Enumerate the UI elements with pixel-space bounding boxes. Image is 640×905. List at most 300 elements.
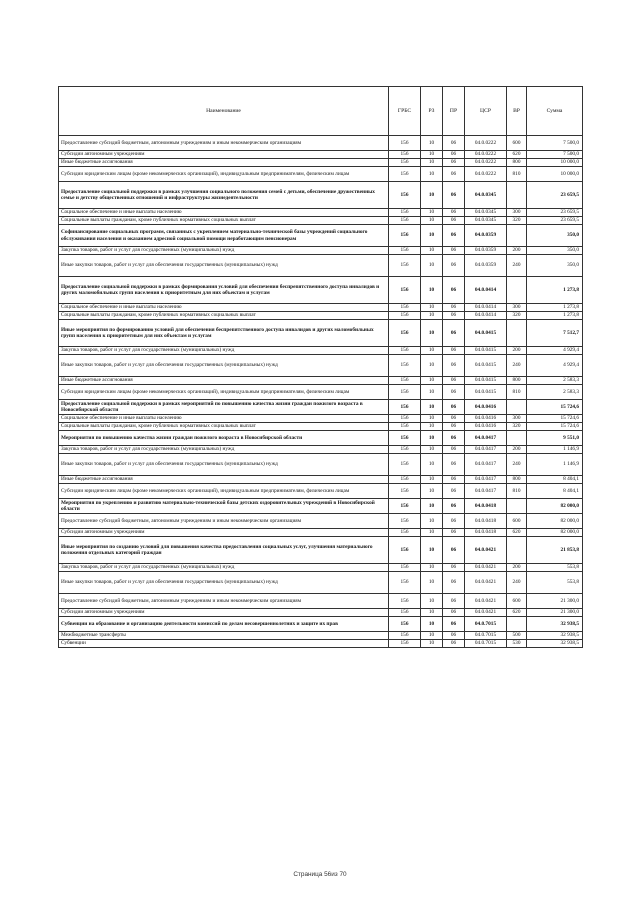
cell-grbs: 156 bbox=[389, 255, 421, 277]
cell-name: Закупка товаров, работ и услуг для государственных (муниципальных) нужд bbox=[59, 564, 389, 572]
cell-sum: 15 724,6 bbox=[527, 423, 583, 431]
cell-csr: 04.0.0359 bbox=[465, 225, 507, 247]
cell-rz: 10 bbox=[421, 415, 443, 423]
table-row bbox=[59, 537, 583, 564]
table-row bbox=[59, 446, 583, 454]
cell-name: Предоставление субсидий бюджетным, автономным учреждениям и иным некоммерческим организациям bbox=[59, 514, 389, 529]
table-row bbox=[59, 312, 583, 320]
table-row bbox=[59, 209, 583, 217]
cell-grbs: 156 bbox=[389, 385, 421, 400]
cell-rz: 10 bbox=[421, 514, 443, 529]
header-rz: РЗ bbox=[421, 87, 443, 136]
cell-sum: 2 583,3 bbox=[527, 377, 583, 385]
cell-sum: 1 273,8 bbox=[527, 277, 583, 304]
cell-pr: 06 bbox=[443, 209, 465, 217]
table-row bbox=[59, 499, 583, 514]
cell-rz: 10 bbox=[421, 609, 443, 617]
cell-rz: 10 bbox=[421, 454, 443, 476]
cell-vr: 620 bbox=[507, 151, 527, 159]
cell-pr: 06 bbox=[443, 312, 465, 320]
cell-csr: 04.0.0417 bbox=[465, 431, 507, 446]
table-row bbox=[59, 431, 583, 446]
cell-sum: 4 929,4 bbox=[527, 347, 583, 355]
cell-csr: 04.0.0421 bbox=[465, 572, 507, 594]
cell-rz: 10 bbox=[421, 617, 443, 632]
cell-vr: 300 bbox=[507, 209, 527, 217]
cell-csr: 04.0.0421 bbox=[465, 609, 507, 617]
cell-name: Иные закупки товаров, работ и услуг для обеспечения государственных (муниципальных) нужд bbox=[59, 454, 389, 476]
cell-grbs: 156 bbox=[389, 400, 421, 415]
cell-sum: 32 938,5 bbox=[527, 640, 583, 648]
cell-csr: 04.0.0416 bbox=[465, 415, 507, 423]
cell-grbs: 156 bbox=[389, 304, 421, 312]
cell-vr: 810 bbox=[507, 385, 527, 400]
cell-rz: 10 bbox=[421, 385, 443, 400]
cell-pr: 06 bbox=[443, 247, 465, 255]
table-row bbox=[59, 377, 583, 385]
cell-name: Иные закупки товаров, работ и услуг для обеспечения государственных (муниципальных) нужд bbox=[59, 355, 389, 377]
cell-csr: 04.0.0421 bbox=[465, 564, 507, 572]
cell-pr: 06 bbox=[443, 446, 465, 454]
cell-rz: 10 bbox=[421, 355, 443, 377]
cell-grbs: 156 bbox=[389, 514, 421, 529]
cell-csr: 04.0.0415 bbox=[465, 347, 507, 355]
cell-vr bbox=[507, 499, 527, 514]
cell-grbs: 156 bbox=[389, 347, 421, 355]
cell-vr: 200 bbox=[507, 347, 527, 355]
cell-sum: 1 146,9 bbox=[527, 446, 583, 454]
cell-vr: 240 bbox=[507, 255, 527, 277]
cell-name: Предоставление субсидий бюджетным, автономным учреждениям и иным некоммерческим организациям bbox=[59, 136, 389, 151]
cell-csr: 04.0.0416 bbox=[465, 400, 507, 415]
cell-csr: 04.0.0417 bbox=[465, 484, 507, 499]
table-row bbox=[59, 572, 583, 594]
header-pr: ПР bbox=[443, 87, 465, 136]
cell-pr: 06 bbox=[443, 431, 465, 446]
cell-rz: 10 bbox=[421, 347, 443, 355]
table-row bbox=[59, 640, 583, 648]
cell-name: Иные бюджетные ассигнования bbox=[59, 377, 389, 385]
cell-vr: 200 bbox=[507, 247, 527, 255]
table-row bbox=[59, 454, 583, 476]
cell-pr: 06 bbox=[443, 529, 465, 537]
cell-pr: 06 bbox=[443, 617, 465, 632]
table-row bbox=[59, 277, 583, 304]
cell-csr: 04.0.0414 bbox=[465, 312, 507, 320]
cell-grbs: 156 bbox=[389, 167, 421, 182]
cell-vr: 320 bbox=[507, 423, 527, 431]
cell-pr: 06 bbox=[443, 415, 465, 423]
table-header-row bbox=[59, 87, 583, 136]
cell-sum: 32 938,5 bbox=[527, 617, 583, 632]
cell-name: Закупка товаров, работ и услуг для государственных (муниципальных) нужд bbox=[59, 446, 389, 454]
cell-sum: 553,8 bbox=[527, 572, 583, 594]
cell-name: Иные мероприятия по созданию условий для повышения качества предоставления социальных услуг, улучшения материального положения отдельных категорий граждан bbox=[59, 537, 389, 564]
cell-pr: 06 bbox=[443, 400, 465, 415]
cell-rz: 10 bbox=[421, 377, 443, 385]
cell-name: Социальные выплаты гражданам, кроме публичных нормативных социальных выплат bbox=[59, 423, 389, 431]
cell-pr: 06 bbox=[443, 320, 465, 347]
cell-csr: 04.0.0414 bbox=[465, 304, 507, 312]
cell-grbs: 156 bbox=[389, 572, 421, 594]
cell-rz: 10 bbox=[421, 320, 443, 347]
table-row bbox=[59, 355, 583, 377]
table-row bbox=[59, 347, 583, 355]
cell-rz: 10 bbox=[421, 217, 443, 225]
table-row bbox=[59, 476, 583, 484]
cell-sum: 82 000,0 bbox=[527, 529, 583, 537]
cell-vr: 240 bbox=[507, 454, 527, 476]
cell-rz: 10 bbox=[421, 564, 443, 572]
cell-name: Социальное обеспечение и иные выплаты населению bbox=[59, 304, 389, 312]
cell-vr bbox=[507, 431, 527, 446]
cell-name: Иные бюджетные ассигнования bbox=[59, 476, 389, 484]
cell-rz: 10 bbox=[421, 312, 443, 320]
cell-pr: 06 bbox=[443, 572, 465, 594]
cell-vr: 600 bbox=[507, 514, 527, 529]
cell-pr: 06 bbox=[443, 564, 465, 572]
cell-pr: 06 bbox=[443, 182, 465, 209]
cell-grbs: 156 bbox=[389, 355, 421, 377]
cell-name: Субсидии юридическим лицам (кроме некоммерческих организаций), индивидуальным предпринимателям, физическим лицам bbox=[59, 385, 389, 400]
cell-name: Предоставление субсидий бюджетным, автономным учреждениям и иным некоммерческим организациям bbox=[59, 594, 389, 609]
cell-sum: 8 404,1 bbox=[527, 476, 583, 484]
cell-csr: 04.0.0421 bbox=[465, 537, 507, 564]
cell-pr: 06 bbox=[443, 304, 465, 312]
cell-sum: 15 724,6 bbox=[527, 415, 583, 423]
table-row bbox=[59, 136, 583, 151]
cell-pr: 06 bbox=[443, 514, 465, 529]
cell-pr: 06 bbox=[443, 167, 465, 182]
cell-pr: 06 bbox=[443, 159, 465, 167]
cell-name: Субсидии автономным учреждениям bbox=[59, 529, 389, 537]
cell-grbs: 156 bbox=[389, 247, 421, 255]
cell-vr bbox=[507, 320, 527, 347]
budget-table-container bbox=[58, 86, 582, 648]
cell-csr: 04.0.0222 bbox=[465, 136, 507, 151]
cell-csr: 04.0.0359 bbox=[465, 255, 507, 277]
cell-csr: 04.0.0415 bbox=[465, 385, 507, 400]
cell-csr: 04.0.0416 bbox=[465, 423, 507, 431]
cell-name: Закупка товаров, работ и услуг для государственных (муниципальных) нужд bbox=[59, 247, 389, 255]
table-row bbox=[59, 225, 583, 247]
cell-rz: 10 bbox=[421, 400, 443, 415]
table-row bbox=[59, 415, 583, 423]
cell-pr: 06 bbox=[443, 225, 465, 247]
cell-csr: 04.0.0415 bbox=[465, 320, 507, 347]
cell-pr: 06 bbox=[443, 632, 465, 640]
cell-grbs: 156 bbox=[389, 182, 421, 209]
cell-pr: 06 bbox=[443, 454, 465, 476]
cell-name: Иные закупки товаров, работ и услуг для обеспечения государственных (муниципальных) нужд bbox=[59, 255, 389, 277]
table-row bbox=[59, 385, 583, 400]
cell-sum: 23 659,5 bbox=[527, 182, 583, 209]
cell-csr: 04.0.7015 bbox=[465, 640, 507, 648]
cell-vr bbox=[507, 277, 527, 304]
cell-grbs: 156 bbox=[389, 640, 421, 648]
cell-csr: 04.0.0222 bbox=[465, 151, 507, 159]
cell-pr: 06 bbox=[443, 423, 465, 431]
cell-grbs: 156 bbox=[389, 499, 421, 514]
header-grbs: ГРБС bbox=[389, 87, 421, 136]
cell-name: Предоставление социальной поддержки в рамках мероприятий по повышению качества жизни граждан пожилого возраста в Новосибирской области bbox=[59, 400, 389, 415]
cell-csr: 04.0.0415 bbox=[465, 355, 507, 377]
cell-csr: 04.0.0345 bbox=[465, 209, 507, 217]
header-name: Наименование bbox=[59, 87, 389, 136]
cell-pr: 06 bbox=[443, 609, 465, 617]
header-csr: ЦСР bbox=[465, 87, 507, 136]
cell-csr: 04.0.0222 bbox=[465, 159, 507, 167]
cell-rz: 10 bbox=[421, 572, 443, 594]
table-row bbox=[59, 484, 583, 499]
cell-name: Предоставление социальной поддержки в рамках улучшения социального положения семей с детьми, обеспечение дружественных семье и детству общественных отношений и инфраструктуры жизнедеятельности bbox=[59, 182, 389, 209]
cell-grbs: 156 bbox=[389, 594, 421, 609]
cell-rz: 10 bbox=[421, 247, 443, 255]
cell-sum: 9 551,0 bbox=[527, 431, 583, 446]
cell-vr: 810 bbox=[507, 484, 527, 499]
cell-sum: 1 273,8 bbox=[527, 304, 583, 312]
cell-grbs: 156 bbox=[389, 159, 421, 167]
cell-rz: 10 bbox=[421, 537, 443, 564]
table-row bbox=[59, 255, 583, 277]
cell-sum: 10 000,0 bbox=[527, 159, 583, 167]
cell-rz: 10 bbox=[421, 529, 443, 537]
cell-sum: 32 938,5 bbox=[527, 632, 583, 640]
table-row bbox=[59, 182, 583, 209]
cell-pr: 06 bbox=[443, 594, 465, 609]
cell-rz: 10 bbox=[421, 632, 443, 640]
cell-vr: 620 bbox=[507, 529, 527, 537]
cell-sum: 23 659,5 bbox=[527, 209, 583, 217]
cell-pr: 06 bbox=[443, 355, 465, 377]
cell-csr: 04.0.0418 bbox=[465, 499, 507, 514]
cell-vr: 200 bbox=[507, 446, 527, 454]
cell-grbs: 156 bbox=[389, 446, 421, 454]
cell-grbs: 156 bbox=[389, 377, 421, 385]
cell-grbs: 156 bbox=[389, 320, 421, 347]
cell-name: Субсидии юридическим лицам (кроме некоммерческих организаций), индивидуальным предпринимателям, физическим лицам bbox=[59, 484, 389, 499]
cell-pr: 06 bbox=[443, 347, 465, 355]
cell-vr bbox=[507, 225, 527, 247]
cell-rz: 10 bbox=[421, 159, 443, 167]
cell-vr: 300 bbox=[507, 304, 527, 312]
table-row bbox=[59, 304, 583, 312]
cell-vr: 620 bbox=[507, 609, 527, 617]
cell-sum: 350,0 bbox=[527, 255, 583, 277]
cell-sum: 7 512,7 bbox=[527, 320, 583, 347]
cell-vr: 240 bbox=[507, 572, 527, 594]
cell-name: Иные бюджетные ассигнования bbox=[59, 159, 389, 167]
cell-grbs: 156 bbox=[389, 431, 421, 446]
cell-rz: 10 bbox=[421, 277, 443, 304]
cell-pr: 06 bbox=[443, 476, 465, 484]
cell-rz: 10 bbox=[421, 484, 443, 499]
header-vr: ВР bbox=[507, 87, 527, 136]
cell-sum: 23 659,5 bbox=[527, 217, 583, 225]
cell-pr: 06 bbox=[443, 385, 465, 400]
cell-vr bbox=[507, 400, 527, 415]
cell-pr: 06 bbox=[443, 151, 465, 159]
cell-grbs: 156 bbox=[389, 476, 421, 484]
cell-csr: 04.0.0359 bbox=[465, 247, 507, 255]
cell-rz: 10 bbox=[421, 209, 443, 217]
table-row bbox=[59, 400, 583, 415]
cell-pr: 06 bbox=[443, 136, 465, 151]
cell-rz: 10 bbox=[421, 151, 443, 159]
cell-rz: 10 bbox=[421, 167, 443, 182]
cell-pr: 06 bbox=[443, 255, 465, 277]
cell-grbs: 156 bbox=[389, 537, 421, 564]
cell-name: Социальное обеспечение и иные выплаты населению bbox=[59, 415, 389, 423]
cell-rz: 10 bbox=[421, 476, 443, 484]
table-row bbox=[59, 632, 583, 640]
cell-name: Субсидии юридическим лицам (кроме некоммерческих организаций), индивидуальным предпринимателям, физическим лицам bbox=[59, 167, 389, 182]
cell-csr: 04.0.0415 bbox=[465, 377, 507, 385]
cell-sum: 7 500,0 bbox=[527, 151, 583, 159]
cell-vr bbox=[507, 182, 527, 209]
cell-grbs: 156 bbox=[389, 217, 421, 225]
cell-pr: 06 bbox=[443, 537, 465, 564]
cell-pr: 06 bbox=[443, 499, 465, 514]
cell-sum: 553,8 bbox=[527, 564, 583, 572]
cell-name: Субвенции bbox=[59, 640, 389, 648]
cell-name: Субсидии автономным учреждениям bbox=[59, 151, 389, 159]
cell-vr: 800 bbox=[507, 476, 527, 484]
cell-csr: 04.0.0418 bbox=[465, 529, 507, 537]
cell-rz: 10 bbox=[421, 304, 443, 312]
table-row bbox=[59, 247, 583, 255]
cell-csr: 04.0.7015 bbox=[465, 632, 507, 640]
cell-csr: 04.0.0222 bbox=[465, 167, 507, 182]
cell-rz: 10 bbox=[421, 446, 443, 454]
cell-rz: 10 bbox=[421, 136, 443, 151]
cell-grbs: 156 bbox=[389, 312, 421, 320]
cell-sum: 21 300,0 bbox=[527, 594, 583, 609]
cell-vr: 320 bbox=[507, 217, 527, 225]
cell-vr: 600 bbox=[507, 136, 527, 151]
cell-name: Социальные выплаты гражданам, кроме публичных нормативных социальных выплат bbox=[59, 217, 389, 225]
cell-name: Мероприятия по повышению качества жизни граждан пожилого возраста в Новосибирской области bbox=[59, 431, 389, 446]
cell-sum: 350,0 bbox=[527, 225, 583, 247]
cell-name: Социальное обеспечение и иные выплаты населению bbox=[59, 209, 389, 217]
cell-rz: 10 bbox=[421, 423, 443, 431]
cell-vr: 800 bbox=[507, 159, 527, 167]
cell-grbs: 156 bbox=[389, 617, 421, 632]
cell-grbs: 156 bbox=[389, 136, 421, 151]
cell-name: Межбюджетные трансферты bbox=[59, 632, 389, 640]
cell-name: Софинансирование социальных программ, связанных с укреплением материально-технической базы учреждений социального обслуживания населения и оказанием адресной социальной помощи неработающим пенсионерам bbox=[59, 225, 389, 247]
cell-sum: 21 853,8 bbox=[527, 537, 583, 564]
cell-grbs: 156 bbox=[389, 632, 421, 640]
cell-vr bbox=[507, 617, 527, 632]
cell-sum: 8 404,1 bbox=[527, 484, 583, 499]
cell-csr: 04.0.0345 bbox=[465, 182, 507, 209]
cell-sum: 15 724,6 bbox=[527, 400, 583, 415]
cell-rz: 10 bbox=[421, 499, 443, 514]
table-row bbox=[59, 151, 583, 159]
cell-sum: 350,0 bbox=[527, 247, 583, 255]
cell-vr: 320 bbox=[507, 312, 527, 320]
table-row bbox=[59, 609, 583, 617]
cell-name: Субсидии автономным учреждениям bbox=[59, 609, 389, 617]
table-row bbox=[59, 423, 583, 431]
cell-sum: 2 583,3 bbox=[527, 385, 583, 400]
table-row bbox=[59, 564, 583, 572]
cell-grbs: 156 bbox=[389, 484, 421, 499]
cell-vr: 200 bbox=[507, 564, 527, 572]
cell-rz: 10 bbox=[421, 640, 443, 648]
cell-name: Предоставление социальной поддержки в рамках формирования условий для обеспечения беспрепятственного доступа инвалидов и других маломобильных групп населения к приоритетным для них объектам и услугам bbox=[59, 277, 389, 304]
table-row bbox=[59, 594, 583, 609]
cell-grbs: 156 bbox=[389, 454, 421, 476]
cell-vr bbox=[507, 537, 527, 564]
cell-vr: 500 bbox=[507, 632, 527, 640]
cell-sum: 82 000,0 bbox=[527, 499, 583, 514]
cell-pr: 06 bbox=[443, 217, 465, 225]
header-sum: Сумма bbox=[527, 87, 583, 136]
cell-name: Субвенции на образование и организацию деятельности комиссий по делам несовершеннолетних и защите их прав bbox=[59, 617, 389, 632]
cell-csr: 04.0.0417 bbox=[465, 476, 507, 484]
cell-name: Иные закупки товаров, работ и услуг для обеспечения государственных (муниципальных) нужд bbox=[59, 572, 389, 594]
cell-pr: 06 bbox=[443, 377, 465, 385]
cell-csr: 04.0.0414 bbox=[465, 277, 507, 304]
cell-name: Мероприятия по укреплению и развитию материально-технической базы детских оздоровительных учреждений в Новосибирской области bbox=[59, 499, 389, 514]
cell-vr: 240 bbox=[507, 355, 527, 377]
cell-name: Иные мероприятия по формированию условий для обеспечения беспрепятственного доступа инвалидов и других маломобильных групп населения к приоритетным для них объектам и услугам bbox=[59, 320, 389, 347]
table-body bbox=[59, 136, 583, 648]
cell-grbs: 156 bbox=[389, 277, 421, 304]
cell-grbs: 156 bbox=[389, 151, 421, 159]
cell-sum: 7 500,0 bbox=[527, 136, 583, 151]
cell-vr: 530 bbox=[507, 640, 527, 648]
cell-vr: 300 bbox=[507, 415, 527, 423]
cell-name: Закупка товаров, работ и услуг для государственных (муниципальных) нужд bbox=[59, 347, 389, 355]
cell-grbs: 156 bbox=[389, 209, 421, 217]
table-row bbox=[59, 617, 583, 632]
cell-pr: 06 bbox=[443, 640, 465, 648]
cell-grbs: 156 bbox=[389, 564, 421, 572]
cell-csr: 04.0.0417 bbox=[465, 454, 507, 476]
table-row bbox=[59, 167, 583, 182]
cell-csr: 04.0.0421 bbox=[465, 594, 507, 609]
cell-sum: 10 000,0 bbox=[527, 167, 583, 182]
cell-vr: 600 bbox=[507, 594, 527, 609]
cell-sum: 21 300,0 bbox=[527, 609, 583, 617]
cell-rz: 10 bbox=[421, 431, 443, 446]
cell-grbs: 156 bbox=[389, 415, 421, 423]
cell-grbs: 156 bbox=[389, 609, 421, 617]
cell-vr: 810 bbox=[507, 167, 527, 182]
cell-grbs: 156 bbox=[389, 423, 421, 431]
table-row bbox=[59, 529, 583, 537]
table-row bbox=[59, 514, 583, 529]
cell-pr: 06 bbox=[443, 277, 465, 304]
cell-csr: 04.0.0345 bbox=[465, 217, 507, 225]
cell-sum: 1 273,8 bbox=[527, 312, 583, 320]
cell-rz: 10 bbox=[421, 182, 443, 209]
cell-csr: 04.0.0417 bbox=[465, 446, 507, 454]
cell-pr: 06 bbox=[443, 484, 465, 499]
cell-sum: 1 146,9 bbox=[527, 454, 583, 476]
cell-csr: 04.0.7015 bbox=[465, 617, 507, 632]
cell-rz: 10 bbox=[421, 594, 443, 609]
cell-csr: 04.0.0418 bbox=[465, 514, 507, 529]
cell-sum: 82 000,0 bbox=[527, 514, 583, 529]
table-row bbox=[59, 320, 583, 347]
budget-table bbox=[58, 86, 583, 648]
cell-grbs: 156 bbox=[389, 225, 421, 247]
page-number: Страница 56из 70 bbox=[293, 871, 347, 878]
